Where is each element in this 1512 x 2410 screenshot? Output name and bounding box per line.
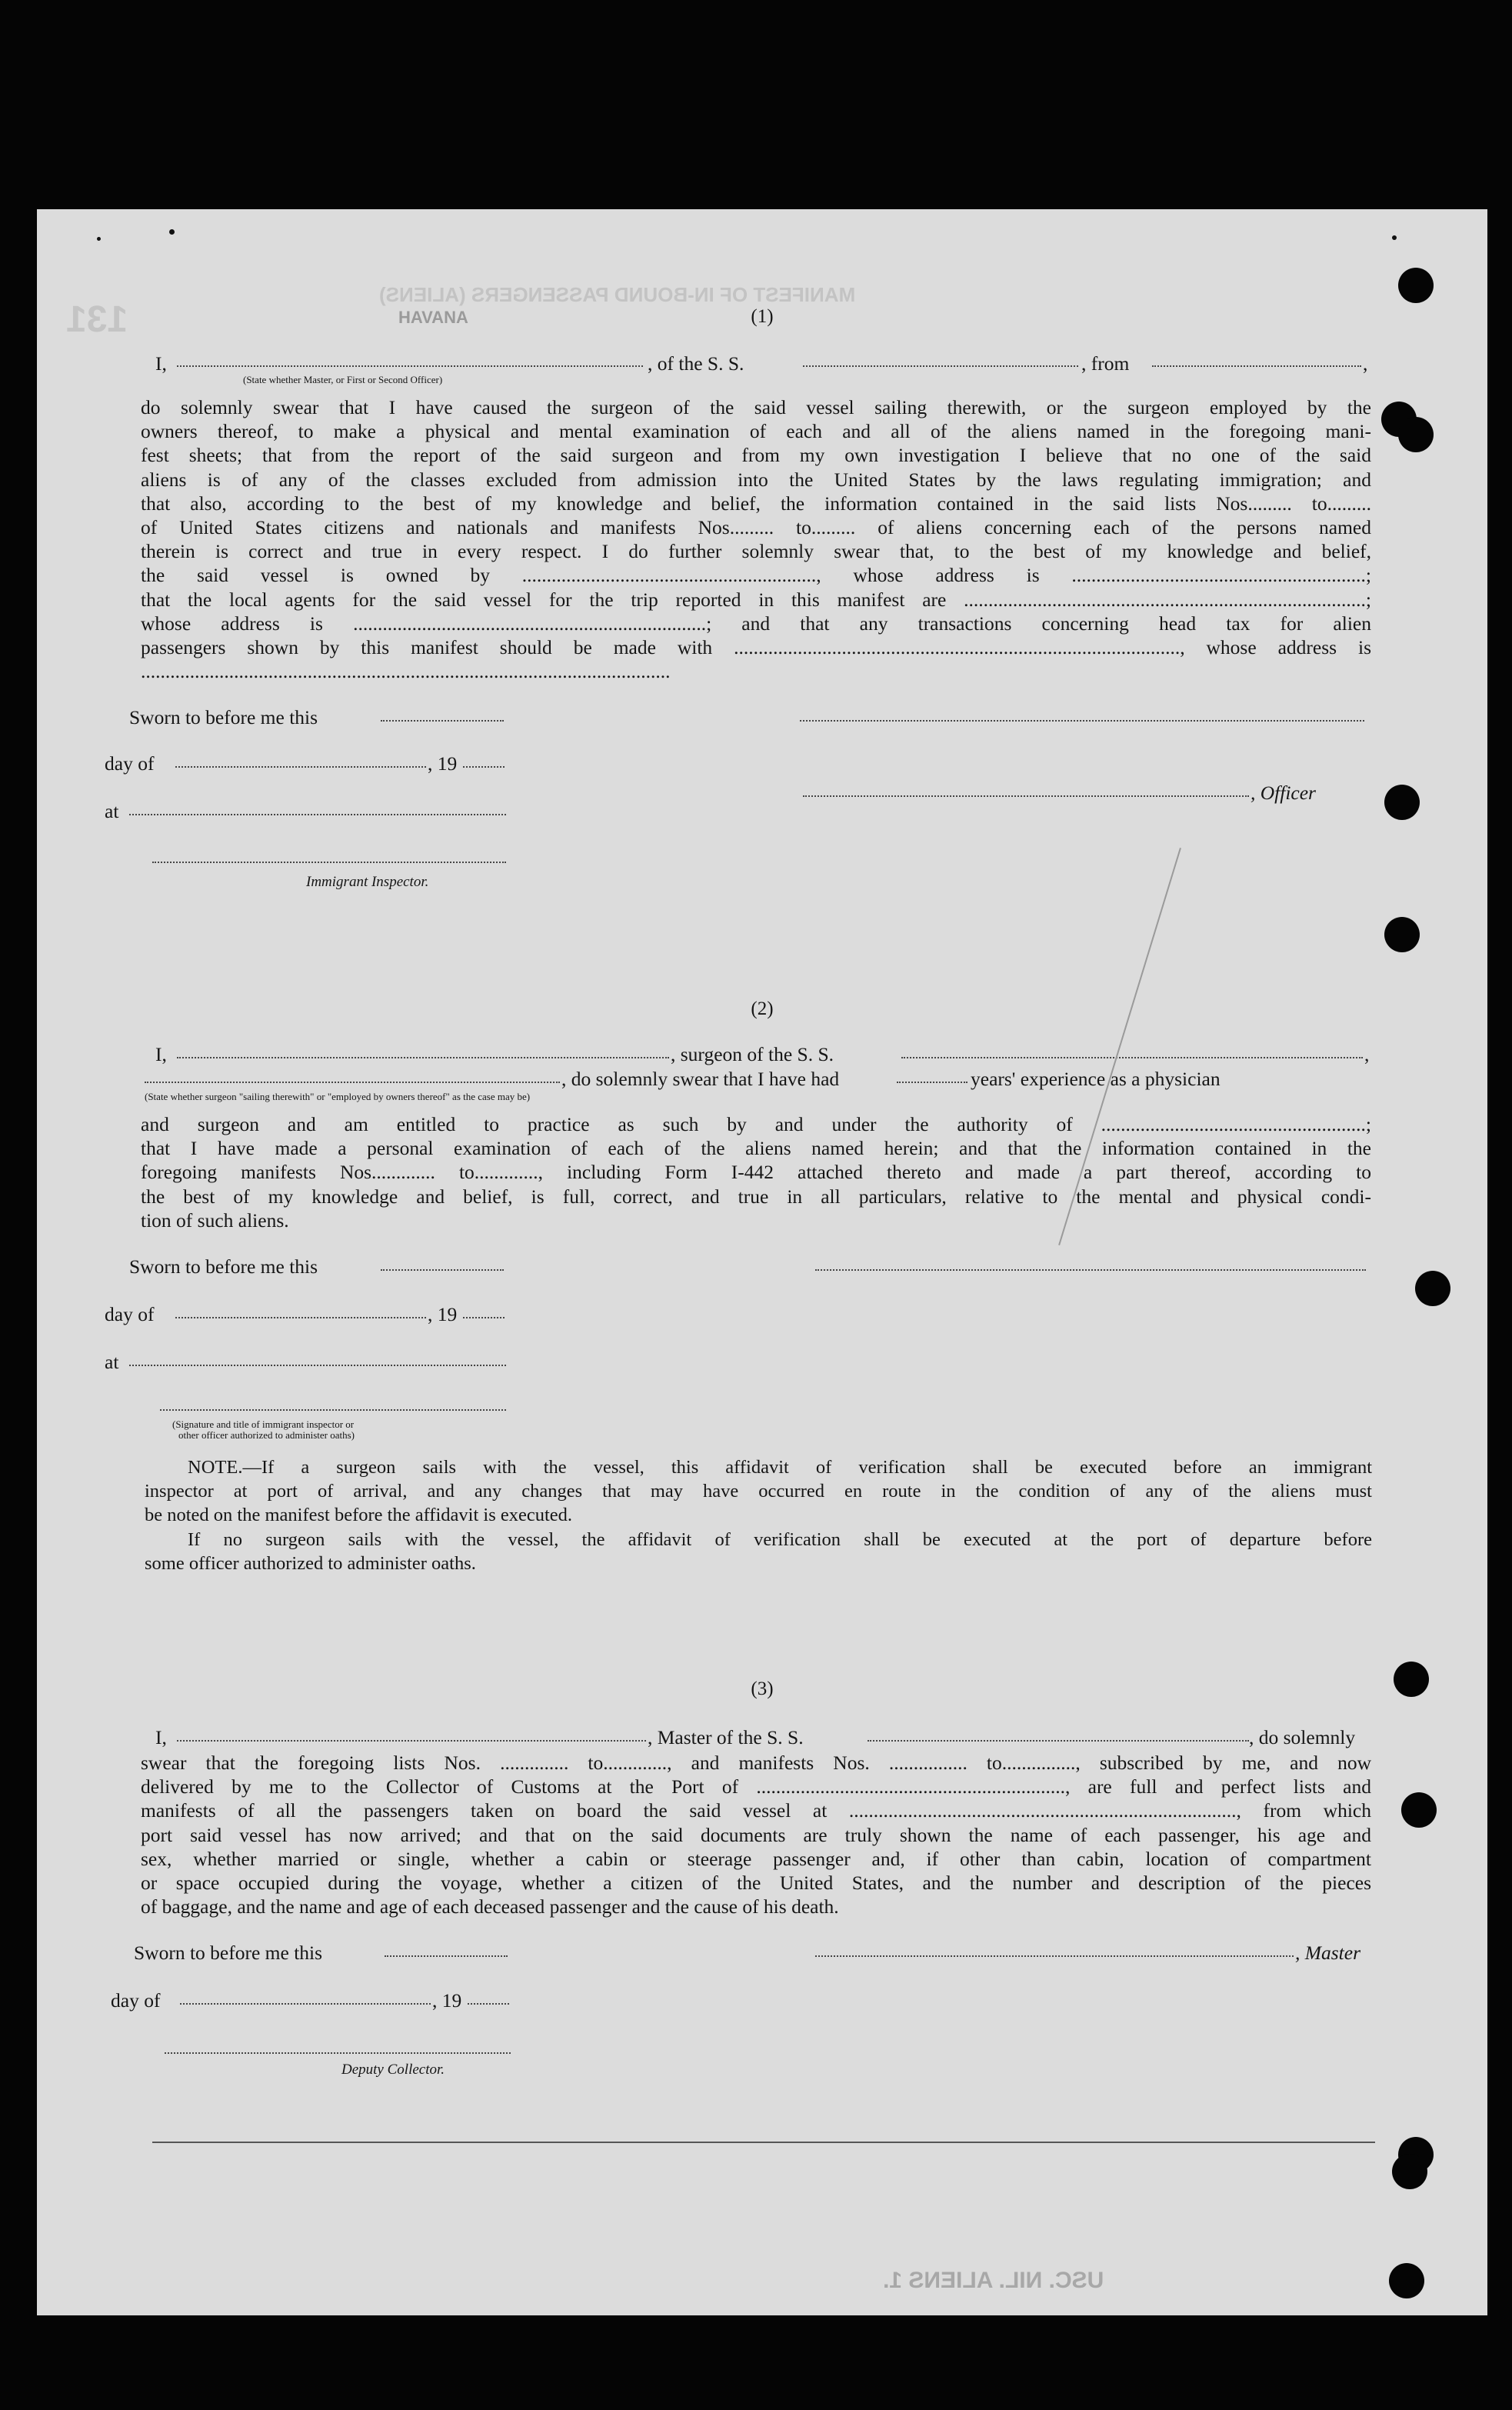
s3-vessel-blank (868, 1740, 1249, 1742)
bleed-through-title: MANIFEST OF IN-BOUND PASSENGERS (ALIENS) (379, 283, 856, 306)
text-line: or space occupied during the voyage, whether a citizen of the United States, and the number and description of the pieces (141, 1872, 1371, 1895)
s1-at-blank (129, 814, 506, 815)
s3-day-blank (180, 2003, 431, 2005)
text-line: sex, whether married or single, whether a cabin or steerage passenger and, if other than cabin, location of compartment (141, 1847, 1371, 1870)
s1-name-blank (177, 365, 643, 367)
binder-hole (1398, 417, 1434, 452)
s3-master-sig-line (815, 1955, 1294, 1957)
s2-swear-had: , do solemnly swear that I have had (561, 1068, 840, 1090)
binder-hole (1389, 2263, 1424, 2298)
text-line: swear that the foregoing lists Nos. .............. to............., and manifests Nos. ................ to..............., subscribed by me, and now (141, 1752, 1371, 1774)
text-line: the said vessel is owned by ............................................................, whose address is ............................................................; (141, 564, 1371, 587)
s3-oath-text (141, 1751, 1371, 1918)
s1-of-the-ss: , of the S. S. (648, 352, 744, 375)
text-line: that I have made a personal examination of each of the aliens named herein; and that the information contained in the (141, 1137, 1371, 1160)
s2-surgeon-of: , surgeon of the S. S. (671, 1043, 834, 1065)
s2-oath-text (141, 1112, 1371, 1232)
text-line: delivered by me to the Collector of Customs at the Port of ..............................................................., are full and perfect lists and (141, 1775, 1371, 1798)
s1-year: , 19 (428, 752, 458, 775)
s3-sworn: Sworn to before me this (134, 1942, 323, 1964)
s2-vessel-blank (901, 1057, 1363, 1058)
manifest-back-page (37, 209, 1487, 2315)
s2-sworn: Sworn to before me this (129, 1255, 318, 1278)
text-line: If no surgeon sails with the vessel, the affidavit of verification shall be executed at the port of departure before (188, 1529, 1372, 1550)
text-line: whose address is ........................................................................; and that any transactions concerning head tax for alien (141, 612, 1371, 635)
s2-note (145, 1455, 1372, 1527)
s2-note-2 (145, 1528, 1372, 1575)
s2-comma: , (1364, 1043, 1370, 1065)
s2-day-of: day of (105, 1303, 155, 1325)
section-3-number: (3) (751, 1678, 774, 1699)
s1-oath-text (141, 395, 1371, 683)
s2-inspector-line (160, 1409, 506, 1411)
text-line: manifests of all the passengers taken on board the said vessel at ..............................................................................., from which (141, 1799, 1371, 1822)
text-line: the best of my knowledge and belief, is full, correct, and true in all particulars, relative to the mental and physical condi- (141, 1185, 1371, 1208)
s1-officer-sig-line-2 (803, 795, 1249, 797)
s3-i: I, (155, 1726, 167, 1748)
s2-day-blank (175, 1317, 426, 1318)
binder-hole (1398, 268, 1434, 303)
s3-day-of: day of (111, 1989, 161, 2012)
text-line: some officer authorized to administer oaths. (145, 1553, 476, 1574)
s1-year-blank (463, 766, 505, 768)
binder-hole (1384, 785, 1420, 820)
text-line: foregoing manifests Nos............. to............., including Form I-442 attached thereto and made a part thereof, according to (141, 1161, 1371, 1184)
text-line: ............................................................................................................ (141, 660, 671, 683)
section-2-number: (2) (751, 998, 774, 1019)
s3-sworn-blank (385, 1955, 508, 1957)
s2-years-blank (897, 1082, 967, 1083)
s3-name-blank (177, 1740, 646, 1742)
binder-hole (1392, 2154, 1427, 2189)
s1-officer-label: , Officer (1251, 782, 1316, 804)
s1-day-of: day of (105, 752, 155, 775)
text-line: and surgeon and am entitled to practice as such by and under the authority of ......................................................; (141, 1113, 1371, 1135)
text-line: fest sheets; that from the report of the said surgeon and from my own investigation I believe that no one of the said (141, 444, 1371, 467)
s1-from-blank (1152, 365, 1361, 367)
text-line: port said vessel has now arrived; and that on the said documents are truly shown the name of each passenger, his age and (141, 1823, 1371, 1846)
bleed-through-number: 131 (66, 299, 128, 340)
s3-year-blank (468, 2003, 509, 2005)
text-line: that the local agents for the said vessel for the trip reported in this manifest are ..................................................................................; (141, 588, 1371, 611)
s1-at: at (105, 800, 119, 822)
text-line: passengers shown by this manifest should be made with ..........................................................................................., whose address is (141, 636, 1371, 659)
s1-comma: , (1363, 352, 1368, 375)
s2-i: I, (155, 1043, 167, 1065)
text-line: inspector at port of arrival, and any changes that may have occurred en route in the condition of any of the aliens must (145, 1481, 1372, 1502)
section-1-number: (1) (751, 306, 774, 327)
text-line: owners thereof, to make a physical and mental examination of each and all of the aliens named in the foregoing mani- (141, 420, 1371, 443)
speck (97, 237, 101, 241)
s2-signature-note-2: other officer authorized to administer oaths) (178, 1429, 355, 1441)
s3-collector-label: Deputy Collector. (341, 2062, 445, 2078)
s1-sworn: Sworn to before me this (129, 706, 318, 728)
s2-name-blank (177, 1057, 669, 1058)
binder-hole (1401, 1792, 1437, 1828)
s2-years: years' experience as a physician (971, 1068, 1221, 1090)
s1-day-blank (175, 766, 426, 768)
s3-solemnly: , do solemnly (1249, 1726, 1356, 1748)
s2-role-note: (State whether surgeon "sailing therewith" or "employed by owners thereof" as the case may be) (145, 1091, 531, 1102)
s2-signature-note-1: (Signature and title of immigrant inspector or (172, 1418, 355, 1430)
text-line: be noted on the manifest before the affidavit is executed. (145, 1505, 573, 1525)
s1-officer-sig-line-1 (800, 720, 1364, 722)
s2-role-blank (145, 1082, 560, 1083)
bleed-through-footer: USC. NIL. ALIENS 1. (883, 2268, 1104, 2293)
s3-master-label: , Master (1295, 1942, 1360, 1964)
s1-role-note: (State whether Master, or First or Second Officer) (243, 374, 443, 385)
s1-inspector-line (152, 862, 506, 863)
s3-collector-line (165, 2052, 511, 2054)
s2-at-blank (129, 1365, 506, 1366)
text-line: of baggage, and the name and age of each deceased passenger and the cause of his death. (141, 1895, 839, 1918)
text-line: that also, according to the best of my knowledge and belief, the information contained in the said lists Nos......... to......... (141, 492, 1371, 515)
s2-year-blank (463, 1317, 505, 1318)
s3-year: , 19 (432, 1989, 462, 2012)
binder-hole (1394, 1662, 1429, 1697)
speck (1392, 235, 1397, 240)
bleed-through-port: HAVANA (398, 308, 468, 327)
text-line: tion of such aliens. (141, 1208, 289, 1232)
s3-master-of: , Master of the S. S. (648, 1726, 804, 1748)
text-line: of United States citizens and nationals and manifests Nos......... to......... of aliens concerning each of the persons named (141, 516, 1371, 539)
speck (169, 229, 175, 235)
s1-sworn-blank (381, 720, 504, 722)
binder-hole (1384, 917, 1420, 952)
s2-sworn-blank (381, 1269, 504, 1271)
text-line: therein is correct and true in every respect. I do further solemnly swear that, to the best of my knowledge and belief, (141, 540, 1371, 563)
s1-i: I, (155, 352, 167, 375)
s1-from: , from (1081, 352, 1130, 375)
text-line: aliens is of any of the classes excluded from admission into the United States by the laws regulating immigration; and (141, 468, 1371, 491)
bottom-rule (152, 2142, 1375, 2143)
text-line: do solemnly swear that I have caused the surgeon of the said vessel sailing therewith, or the surgeon employed by the (141, 396, 1371, 418)
s2-at: at (105, 1351, 119, 1373)
s1-inspector-label: Immigrant Inspector. (306, 874, 429, 890)
binder-hole (1415, 1271, 1450, 1306)
s2-year: , 19 (428, 1303, 458, 1325)
s1-vessel-blank (803, 365, 1078, 367)
s2-surgeon-sig-line (815, 1269, 1366, 1271)
text-line: NOTE.—If a surgeon sails with the vessel, this affidavit of verification shall be executed before an immigrant (188, 1457, 1372, 1478)
